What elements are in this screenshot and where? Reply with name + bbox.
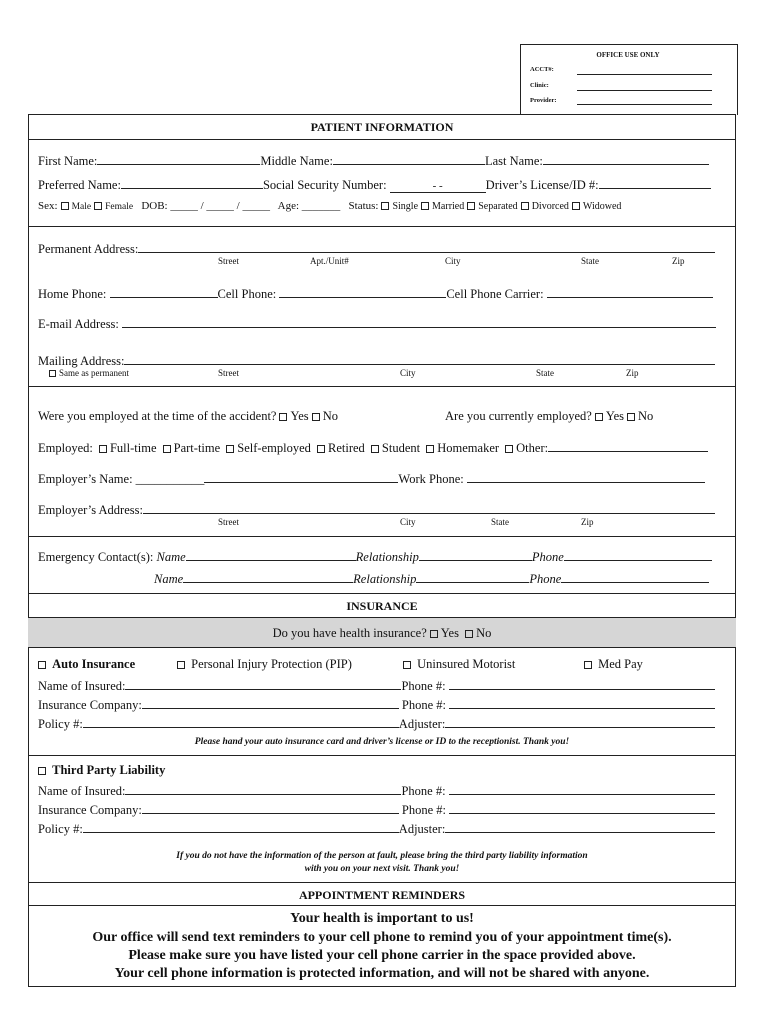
- tp-phone-label: Phone #:: [401, 784, 446, 798]
- emergency-phone-field-2[interactable]: [561, 570, 709, 583]
- single-checkbox[interactable]: [381, 202, 389, 210]
- perm-city-caption: City: [445, 256, 461, 266]
- tp-adjuster-label: Adjuster:: [398, 822, 446, 836]
- mail-zip-caption: Zip: [626, 368, 639, 378]
- mail-state-caption: State: [536, 368, 554, 378]
- currently-employed-no-checkbox[interactable]: [627, 413, 635, 421]
- auto-policy-field[interactable]: [83, 715, 399, 728]
- auto-company-phone-field[interactable]: [449, 696, 715, 709]
- employer-name-row: [38, 470, 705, 487]
- auto-insurance-title: Auto Insurance: [52, 657, 136, 671]
- auto-adjuster-field[interactable]: [445, 715, 715, 728]
- mailing-address-row: [38, 352, 715, 369]
- third-party-note-line1: If you do not have the information of the person at fault, please bring the third party liability information: [176, 851, 588, 861]
- perm-state-caption: State: [581, 256, 599, 266]
- clinic-label: Clinic:: [530, 82, 549, 89]
- auto-insured-field[interactable]: [125, 677, 401, 690]
- homemaker-label: Homemaker: [437, 441, 500, 455]
- third-party-title: Third Party Liability: [52, 763, 166, 777]
- patient-information-header: PATIENT INFORMATION: [310, 120, 454, 134]
- emergency-row-1: [38, 548, 712, 565]
- third-party-policy-row: [38, 820, 715, 837]
- acct-field[interactable]: [577, 62, 712, 75]
- appointment-reminders-header: APPOINTMENT REMINDERS: [298, 888, 466, 902]
- student-label: Student: [381, 441, 421, 455]
- permanent-address-field[interactable]: [138, 240, 715, 253]
- insurance-header: INSURANCE: [346, 599, 418, 613]
- employed-accident-question: Were you employed at the time of the accident?: [38, 409, 277, 423]
- emergency-relationship-label: Relationship: [355, 550, 419, 564]
- perm-zip-caption: Zip: [672, 256, 685, 266]
- employer-name-field[interactable]: [204, 470, 398, 483]
- mailing-address-field[interactable]: [124, 352, 715, 365]
- same-as-permanent: [46, 368, 129, 378]
- auto-insurance-note: Please hand your auto insurance card and driver’s license or ID to the receptionist. Thank you!: [194, 737, 570, 747]
- medpay-label: Med Pay: [598, 657, 643, 671]
- female-checkbox[interactable]: [94, 202, 102, 210]
- emergency-name-field-1[interactable]: [186, 548, 356, 561]
- ssn-dashes: - -: [432, 180, 443, 192]
- emp-state-caption: State: [491, 517, 509, 527]
- emergency-row-2: [154, 570, 709, 587]
- tp-phone-field[interactable]: [449, 782, 715, 795]
- pip-checkbox[interactable]: [177, 661, 185, 669]
- employed-accident-yes-checkbox[interactable]: [279, 413, 287, 421]
- license-field[interactable]: [599, 176, 711, 189]
- third-party-company-row: [38, 801, 715, 818]
- auto-company-field[interactable]: [142, 696, 399, 709]
- emergency-phone-label: Phone: [531, 550, 564, 564]
- married-label: Married: [432, 201, 465, 212]
- tp-company-label: Insurance Company:: [38, 803, 142, 817]
- last-name-field[interactable]: [543, 152, 709, 165]
- sex-label: Sex:: [38, 200, 58, 212]
- tp-company-phone-label: Phone #:: [401, 803, 447, 817]
- pip-option: [174, 657, 352, 672]
- male-checkbox[interactable]: [61, 202, 69, 210]
- emergency-relationship-label-2: Relationship: [353, 572, 417, 586]
- part-time-label: Part-time: [173, 441, 221, 455]
- home-phone-label: Home Phone:: [38, 287, 107, 301]
- auto-insurance-checkbox[interactable]: [38, 661, 46, 669]
- tp-insured-field[interactable]: [125, 782, 401, 795]
- demographics-row: [38, 200, 621, 212]
- employer-address-label: Employer’s Address:: [38, 503, 143, 517]
- emergency-name-field-2[interactable]: [183, 570, 353, 583]
- last-name-label: Last Name:: [484, 154, 543, 168]
- employment-question-row: [38, 409, 338, 424]
- provider-field[interactable]: [577, 92, 712, 105]
- emergency-relationship-field-1[interactable]: [419, 548, 532, 561]
- middle-name-field[interactable]: [333, 152, 485, 165]
- auto-options-row: [38, 657, 135, 672]
- emergency-name-label-2: Name: [154, 572, 184, 586]
- homemaker-checkbox[interactable]: [426, 445, 434, 453]
- pip-label: Personal Injury Protection (PIP): [191, 657, 352, 671]
- carrier-label: Cell Phone Carrier:: [446, 287, 544, 301]
- auto-insured-row: [38, 677, 715, 694]
- permanent-address-row: [38, 240, 715, 257]
- student-checkbox[interactable]: [371, 445, 379, 453]
- tp-company-field[interactable]: [142, 801, 399, 814]
- emergency-name-label: Name: [156, 550, 186, 564]
- uninsured-checkbox[interactable]: [403, 661, 411, 669]
- employed-accident-no-label: No: [322, 409, 338, 423]
- auto-phone-field[interactable]: [449, 677, 715, 690]
- age-field[interactable]: Age: _______: [277, 200, 341, 212]
- emp-city-caption: City: [400, 517, 416, 527]
- same-as-permanent-label: Same as permanent: [59, 368, 129, 378]
- auto-adjuster-label: Adjuster:: [398, 717, 446, 731]
- preferred-name-field[interactable]: [121, 176, 263, 189]
- email-row: [38, 315, 716, 332]
- other-field[interactable]: [548, 439, 708, 452]
- perm-apt-caption: Apt./Unit#: [310, 256, 349, 266]
- full-time-checkbox[interactable]: [99, 445, 107, 453]
- carrier-field[interactable]: [547, 285, 713, 298]
- retired-checkbox[interactable]: [317, 445, 325, 453]
- tp-policy-label: Policy #:: [38, 822, 83, 836]
- emp-zip-caption: Zip: [581, 517, 594, 527]
- email-label: E-mail Address:: [38, 317, 119, 331]
- third-party-checkbox[interactable]: [38, 767, 46, 775]
- reminder-line-4: Your cell phone information is protected information, and will not be shared with anyone.: [114, 966, 650, 981]
- part-time-checkbox[interactable]: [163, 445, 171, 453]
- female-label: Female: [105, 202, 134, 212]
- mail-street-caption: Street: [218, 368, 239, 378]
- office-use-title: OFFICE USE ONLY: [596, 51, 660, 59]
- same-as-permanent-checkbox[interactable]: [49, 370, 56, 377]
- employed-label: Employed:: [38, 441, 93, 455]
- health-yes-label: Yes: [440, 626, 459, 640]
- currently-employed-question: Are you currently employed?: [445, 409, 592, 423]
- auto-policy-label: Policy #:: [38, 717, 83, 731]
- self-employed-label: Self-employed: [237, 441, 311, 455]
- permanent-address-label: Permanent Address:: [38, 242, 139, 256]
- reminder-line-2: Our office will send text reminders to your cell phone to remind you of your appointment time(s).: [92, 930, 672, 945]
- ssn-field[interactable]: [390, 180, 486, 193]
- acct-label: ACCT#:: [530, 66, 554, 73]
- cell-phone-label: Cell Phone:: [217, 287, 277, 301]
- self-employed-checkbox[interactable]: [226, 445, 234, 453]
- employer-address-field[interactable]: [143, 501, 715, 514]
- work-phone-label: Work Phone:: [398, 472, 464, 486]
- employer-address-row: [38, 501, 715, 518]
- perm-street-caption: Street: [218, 256, 239, 266]
- currently-employed-row: [445, 409, 653, 424]
- medpay-checkbox[interactable]: [584, 661, 592, 669]
- employer-name-label: Employer’s Name: ___________: [38, 472, 205, 486]
- auto-company-phone-label: Phone #:: [401, 698, 447, 712]
- ids-row: [38, 176, 711, 193]
- middle-name-label: Middle Name:: [260, 154, 333, 168]
- auto-company-label: Insurance Company:: [38, 698, 142, 712]
- single-label: Single: [392, 201, 419, 212]
- widowed-label: Widowed: [582, 201, 622, 212]
- separated-label: Separated: [478, 201, 518, 212]
- third-party-insured-row: [38, 782, 715, 799]
- married-checkbox[interactable]: [421, 202, 429, 210]
- mailing-address-label: Mailing Address:: [38, 354, 125, 368]
- male-label: Male: [71, 202, 92, 212]
- license-label: Driver’s License/ID #:: [485, 178, 599, 192]
- first-name-label: First Name:: [38, 154, 98, 168]
- first-name-field[interactable]: [97, 152, 260, 165]
- other-checkbox[interactable]: [505, 445, 513, 453]
- full-time-label: Full-time: [109, 441, 157, 455]
- health-insurance-question-row: [28, 626, 736, 641]
- tp-adjuster-field[interactable]: [445, 820, 715, 833]
- other-label: Other:: [516, 441, 549, 455]
- widowed-checkbox[interactable]: [572, 202, 580, 210]
- emp-street-caption: Street: [218, 517, 239, 527]
- auto-phone-label: Phone #:: [401, 679, 446, 693]
- currently-employed-yes-label: Yes: [605, 409, 625, 423]
- phone-row: [38, 285, 713, 302]
- retired-label: Retired: [328, 441, 365, 455]
- divorced-checkbox[interactable]: [521, 202, 529, 210]
- reminder-line-3: Please make sure you have listed your cell phone carrier in the space provided above.: [128, 948, 636, 963]
- home-phone-field[interactable]: [110, 285, 218, 298]
- health-no-label: No: [476, 626, 492, 640]
- ssn-label: Social Security Number:: [262, 178, 387, 192]
- emergency-phone-label-2: Phone: [529, 572, 562, 586]
- health-no-checkbox[interactable]: [465, 630, 473, 638]
- currently-employed-no-label: No: [638, 409, 654, 423]
- third-party-note-line2: with you on your next visit. Thank you!: [304, 864, 460, 874]
- uninsured-option: [400, 657, 515, 672]
- auto-insured-label: Name of Insured:: [38, 679, 126, 693]
- cell-phone-field[interactable]: [279, 285, 446, 298]
- status-label: Status:: [348, 200, 379, 212]
- preferred-name-label: Preferred Name:: [38, 178, 121, 192]
- medpay-option: [581, 657, 643, 672]
- work-phone-field[interactable]: [467, 470, 705, 483]
- emergency-phone-field-1[interactable]: [564, 548, 712, 561]
- clinic-field[interactable]: [577, 78, 712, 91]
- reminder-line-1: Your health is important to us!: [290, 911, 474, 926]
- email-field[interactable]: [122, 315, 716, 328]
- tp-insured-label: Name of Insured:: [38, 784, 126, 798]
- tp-policy-field[interactable]: [83, 820, 399, 833]
- name-row: [38, 152, 709, 169]
- currently-employed-yes-checkbox[interactable]: [595, 413, 603, 421]
- health-yes-checkbox[interactable]: [430, 630, 438, 638]
- dob-field[interactable]: DOB: _____ / _____ / _____: [141, 200, 270, 212]
- health-insurance-question: Do you have health insurance?: [272, 626, 427, 640]
- employed-accident-yes-label: Yes: [290, 409, 309, 423]
- separated-checkbox[interactable]: [467, 202, 475, 210]
- provider-label: Provider:: [530, 97, 557, 104]
- employment-type-row: [38, 439, 708, 456]
- third-party-title-row: [38, 763, 165, 778]
- divorced-label: Divorced: [531, 201, 569, 212]
- auto-policy-row: [38, 715, 715, 732]
- auto-company-row: [38, 696, 715, 713]
- tp-company-phone-field[interactable]: [449, 801, 715, 814]
- uninsured-label: Uninsured Motorist: [417, 657, 516, 671]
- emergency-contact-label: Emergency Contact(s):: [38, 550, 154, 564]
- employed-accident-no-checkbox[interactable]: [312, 413, 320, 421]
- emergency-relationship-field-2[interactable]: [416, 570, 529, 583]
- mail-city-caption: City: [400, 368, 416, 378]
